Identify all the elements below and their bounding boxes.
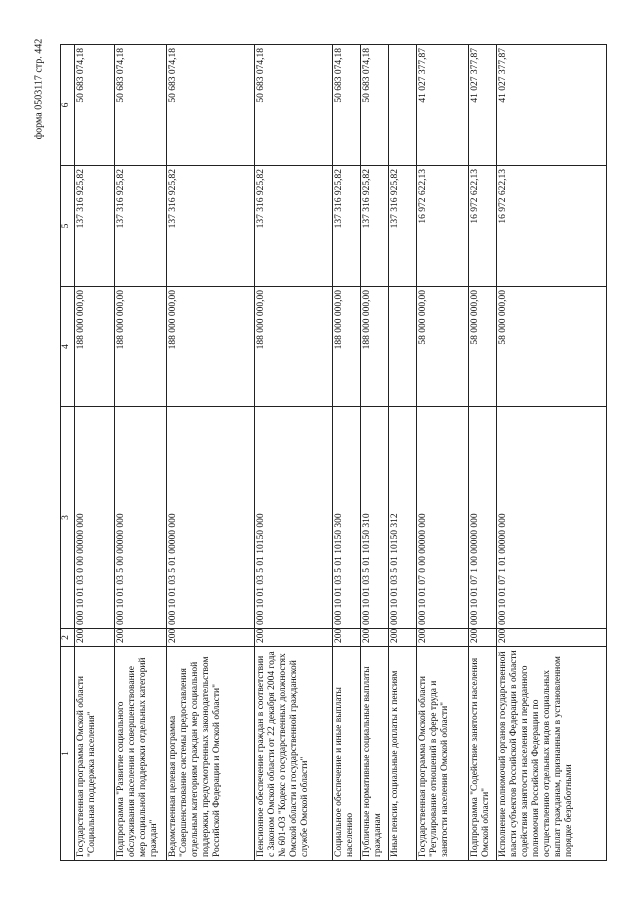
row-executed-cell: 16 972 622,13 bbox=[497, 166, 607, 287]
row-classification-code-cell: 000 10 01 03 5 01 10150 300 bbox=[333, 407, 361, 629]
row-line-code-cell: 200 bbox=[75, 629, 115, 647]
header-row bbox=[61, 45, 75, 861]
table-row bbox=[497, 45, 607, 861]
row-classification-code-cell: 000 10 01 03 5 01 10150 310 bbox=[361, 407, 389, 629]
row-remaining-cell: 50 683 074,18 bbox=[75, 45, 115, 166]
row-classification-code-cell: 000 10 01 07 1 01 00000 000 bbox=[497, 407, 607, 629]
row-line-code-cell: 200 bbox=[417, 629, 469, 647]
row-executed-cell: 137 316 925,82 bbox=[361, 166, 389, 287]
row-remaining-cell: 41 027 377,87 bbox=[497, 45, 607, 166]
table-row bbox=[417, 45, 469, 861]
row-line-code-cell: 200 bbox=[389, 629, 417, 647]
row-approved-cell bbox=[389, 287, 417, 407]
row-remaining-cell: 50 683 074,18 bbox=[167, 45, 255, 166]
row-executed-cell: 137 316 925,82 bbox=[333, 166, 361, 287]
table-row bbox=[333, 45, 361, 861]
row-classification-code-cell: 000 10 01 07 0 00 00000 000 bbox=[417, 407, 469, 629]
row-name-cell: Исполнение полномочий органов государственной власти субъектов Российской Федерации в области содействия занятости населения и переданного полномочия Российской Федерации по осуществлению отдельных видов социальных выплат гражданам, признанным в установленном порядке безработными bbox=[497, 647, 607, 861]
row-line-code-cell: 200 bbox=[167, 629, 255, 647]
row-approved-cell: 188 000 000,00 bbox=[167, 287, 255, 407]
table-row bbox=[167, 45, 255, 861]
row-classification-code-cell: 000 10 01 03 0 00 00000 000 bbox=[75, 407, 115, 629]
row-name-cell: Иные пенсии, социальные доплаты к пенсиям bbox=[389, 647, 417, 861]
table-rotated-frame bbox=[60, 45, 574, 861]
table-inner bbox=[60, 45, 574, 861]
row-remaining-cell: 50 683 074,18 bbox=[333, 45, 361, 166]
table-row bbox=[255, 45, 333, 861]
header-cell: 6 bbox=[61, 45, 75, 166]
header-cell: 2 bbox=[61, 629, 75, 647]
row-remaining-cell: 41 027 377,87 bbox=[417, 45, 469, 166]
row-classification-code-cell: 000 10 01 03 5 01 10150 312 bbox=[389, 407, 417, 629]
header-cell: 4 bbox=[61, 287, 75, 407]
row-name-cell: Подпрограмма "Содействие занятости населения Омской области" bbox=[469, 647, 497, 861]
table-row bbox=[469, 45, 497, 861]
table-row bbox=[75, 45, 115, 861]
row-name-cell: Подпрограмма "Развитие социального обслуживания населения и совершенствование мер социальной поддержки отдельных категорий граждан" bbox=[115, 647, 167, 861]
row-remaining-cell bbox=[389, 45, 417, 166]
row-line-code-cell: 200 bbox=[255, 629, 333, 647]
row-approved-cell: 188 000 000,00 bbox=[333, 287, 361, 407]
page-label-text: форма 0503117 стр. 442 bbox=[33, 38, 45, 140]
row-name-cell: Пенсионное обеспечение граждан в соответствии с Законом Омской области от 22 декабря 2004 года № 601-ОЗ "Кодекс о государственных должностях Омской области и государственной гражданской службе Омской области" bbox=[255, 647, 333, 861]
row-line-code-cell: 200 bbox=[497, 629, 607, 647]
row-executed-cell: 137 316 925,82 bbox=[167, 166, 255, 287]
table-row bbox=[361, 45, 389, 861]
budget-table bbox=[60, 44, 607, 861]
row-remaining-cell: 41 027 377,87 bbox=[469, 45, 497, 166]
row-classification-code-cell: 000 10 01 03 5 01 10150 000 bbox=[255, 407, 333, 629]
row-classification-code-cell: 000 10 01 03 5 00 00000 000 bbox=[115, 407, 167, 629]
row-name-cell: Ведомственная целевая программа "Совершенствование системы предоставления отдельным категориям граждан мер социальной поддержки, предусмотренных законодательством Российской Федерации и Омской области" bbox=[167, 647, 255, 861]
row-classification-code-cell: 000 10 01 03 5 01 00000 000 bbox=[167, 407, 255, 629]
header-cell: 5 bbox=[61, 166, 75, 287]
row-approved-cell: 188 000 000,00 bbox=[75, 287, 115, 407]
row-executed-cell: 16 972 622,13 bbox=[469, 166, 497, 287]
row-name-cell: Социальное обеспечение и иные выплаты населению bbox=[333, 647, 361, 861]
row-approved-cell: 188 000 000,00 bbox=[255, 287, 333, 407]
row-executed-cell: 137 316 925,82 bbox=[255, 166, 333, 287]
row-approved-cell: 188 000 000,00 bbox=[361, 287, 389, 407]
table-row bbox=[115, 45, 167, 861]
row-name-cell: Государственная программа Омской области "Социальная поддержка населения" bbox=[75, 647, 115, 861]
row-approved-cell: 188 000 000,00 bbox=[115, 287, 167, 407]
row-name-cell: Государственная программа Омской области "Регулирование отношений в сфере труда и занятости населения Омской области" bbox=[417, 647, 469, 861]
row-executed-cell: 16 972 622,13 bbox=[417, 166, 469, 287]
table-row bbox=[389, 45, 417, 861]
row-line-code-cell: 200 bbox=[469, 629, 497, 647]
row-approved-cell: 58 000 000,00 bbox=[417, 287, 469, 407]
row-remaining-cell: 50 683 074,18 bbox=[361, 45, 389, 166]
row-executed-cell: 137 316 925,82 bbox=[115, 166, 167, 287]
row-remaining-cell: 50 683 074,18 bbox=[255, 45, 333, 166]
row-line-code-cell: 200 bbox=[361, 629, 389, 647]
header-cell: 1 bbox=[61, 647, 75, 861]
row-name-cell: Публичные нормативные социальные выплаты гражданам bbox=[361, 647, 389, 861]
row-approved-cell: 58 000 000,00 bbox=[497, 287, 607, 407]
header-cell: 3 bbox=[61, 407, 75, 629]
row-line-code-cell: 200 bbox=[333, 629, 361, 647]
row-remaining-cell: 50 683 074,18 bbox=[115, 45, 167, 166]
table-body bbox=[61, 45, 607, 861]
row-executed-cell: 137 316 925,82 bbox=[75, 166, 115, 287]
row-classification-code-cell: 000 10 01 07 1 00 00000 000 bbox=[469, 407, 497, 629]
row-line-code-cell: 200 bbox=[115, 629, 167, 647]
page-label bbox=[32, 14, 46, 164]
row-approved-cell: 58 000 000,00 bbox=[469, 287, 497, 407]
row-executed-cell: 137 316 925,82 bbox=[389, 166, 417, 287]
